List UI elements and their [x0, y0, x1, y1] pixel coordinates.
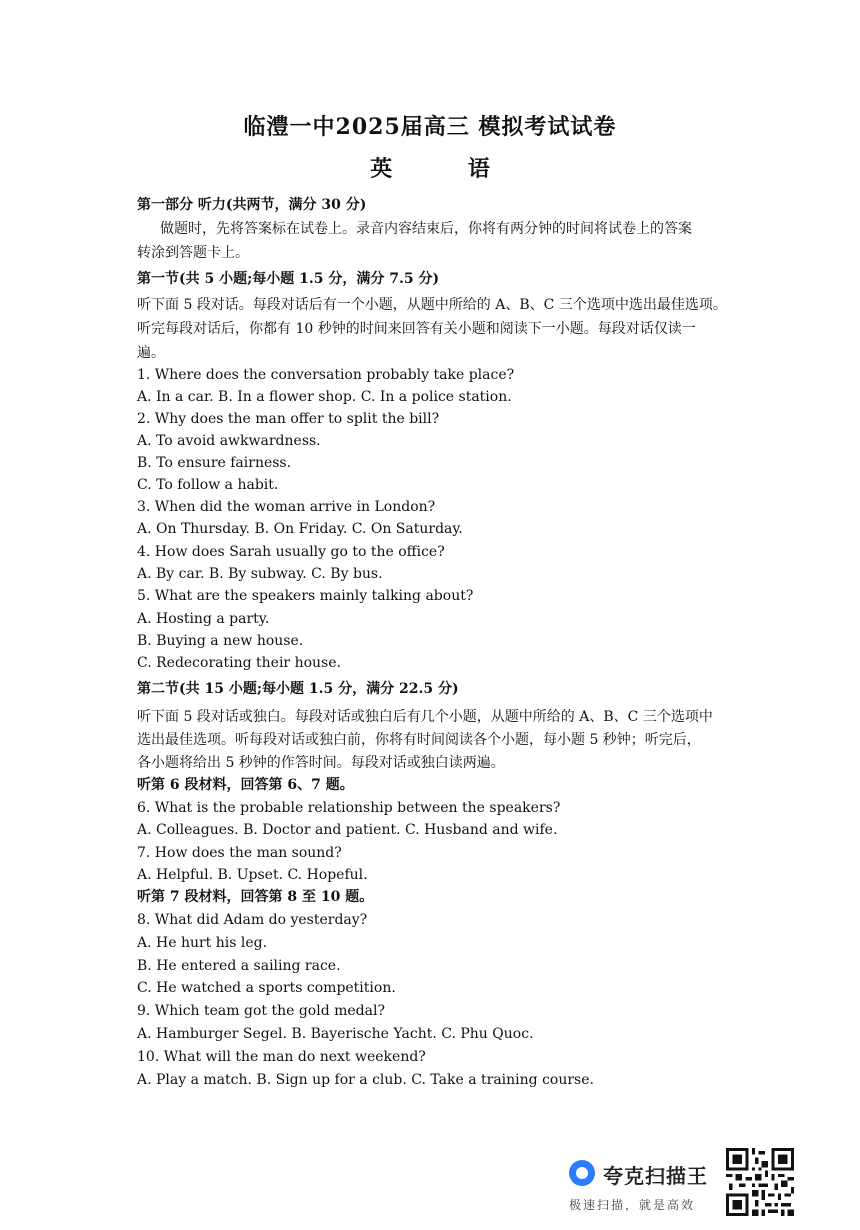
question: 3. When did the woman arrive in London? — [137, 499, 436, 515]
options: A. Hamburger Segel. B. Bayerische Yacht. C. Phu Quoc. — [137, 1026, 534, 1042]
option: A. Hosting a party. — [137, 611, 270, 627]
qr-code-icon — [726, 1148, 794, 1216]
option: B. To ensure fairness. — [137, 455, 292, 471]
options: A. In a car. B. In a flower shop. C. In a police station. — [137, 389, 512, 405]
subject-char-1: 英 — [370, 156, 393, 182]
option: C. He watched a sports competition. — [137, 980, 396, 996]
question: 5. What are the speakers mainly talking about? — [137, 588, 474, 604]
options: A. Helpful. B. Upset. C. Hopeful. — [137, 867, 368, 883]
options: A. Play a match. B. Sign up for a club. C. Take a training course. — [137, 1072, 594, 1088]
instruction-line: 听下面 5 段对话。每段对话后有一个小题，从题中所给的 A、B、C 三个选项中选出最佳选项。 — [137, 297, 727, 313]
question: 1. Where does the conversation probably take place? — [137, 367, 515, 383]
options: A. On Thursday. B. On Friday. C. On Saturday. — [137, 521, 463, 537]
scanner-slogan: 极速扫描，就是高效 — [569, 1198, 696, 1212]
options: A. By car. B. By subway. C. By bus. — [137, 566, 383, 582]
question: 8. What did Adam do yesterday? — [137, 912, 368, 928]
quark-logo-icon — [569, 1160, 595, 1186]
material-heading: 听第 7 段材料，回答第 8 至 10 题。 — [137, 889, 374, 905]
options: A. Colleagues. B. Doctor and patient. C. Husband and wife. — [137, 822, 558, 838]
scanner-watermark — [567, 1154, 717, 1216]
exam-title: 临澧一中2025届高三 模拟考试试卷 — [243, 114, 617, 140]
instruction-line: 选出最佳选项。听每段对话或独白前，你将有时间阅读各个小题，每小题 5 秒钟；听完后， — [137, 732, 701, 748]
instruction-line: 听完每段对话后，你都有 10 秒钟的时间来回答有关小题和阅读下一小题。每段对话仅读一 — [137, 321, 696, 337]
option: A. To avoid awkwardness. — [137, 433, 321, 449]
instruction-line: 听下面 5 段对话或独白。每段对话或独白后有几个小题，从题中所给的 A、B、C 三个选项中 — [137, 709, 713, 725]
instruction-line: 转涂到答题卡上。 — [137, 245, 249, 261]
section-heading: 第一节(共 5 小题;每小题 1.5 分，满分 7.5 分) — [137, 271, 440, 287]
subject-char-2: 语 — [467, 156, 490, 182]
option: B. He entered a sailing race. — [137, 958, 341, 974]
instruction-line: 做题时，先将答案标在试卷上。录音内容结束后，你将有两分钟的时间将试卷上的答案 — [160, 221, 692, 237]
instruction-line: 各小题将给出 5 秒钟的作答时间。每段对话或独白读两遍。 — [137, 755, 505, 771]
question: 2. Why does the man offer to split the bill? — [137, 411, 440, 427]
question: 9. Which team got the gold medal? — [137, 1003, 385, 1019]
option: C. To follow a habit. — [137, 477, 279, 493]
option: A. He hurt his leg. — [137, 935, 268, 951]
question: 4. How does Sarah usually go to the office? — [137, 544, 445, 560]
question: 7. How does the man sound? — [137, 845, 342, 861]
material-heading: 听第 6 段材料，回答第 6、7 题。 — [137, 777, 354, 793]
scanner-brand: 夸克扫描王 — [603, 1164, 708, 1188]
option: C. Redecorating their house. — [137, 655, 341, 671]
question: 10. What will the man do next weekend? — [137, 1049, 426, 1065]
instruction-line: 遍。 — [137, 345, 165, 361]
subject-heading — [0, 152, 860, 183]
part-heading: 第一部分 听力(共两节，满分 30 分) — [137, 197, 367, 213]
question: 6. What is the probable relationship between the speakers? — [137, 800, 561, 816]
section-heading: 第二节(共 15 小题;每小题 1.5 分，满分 22.5 分) — [137, 681, 459, 697]
option: B. Buying a new house. — [137, 633, 304, 649]
